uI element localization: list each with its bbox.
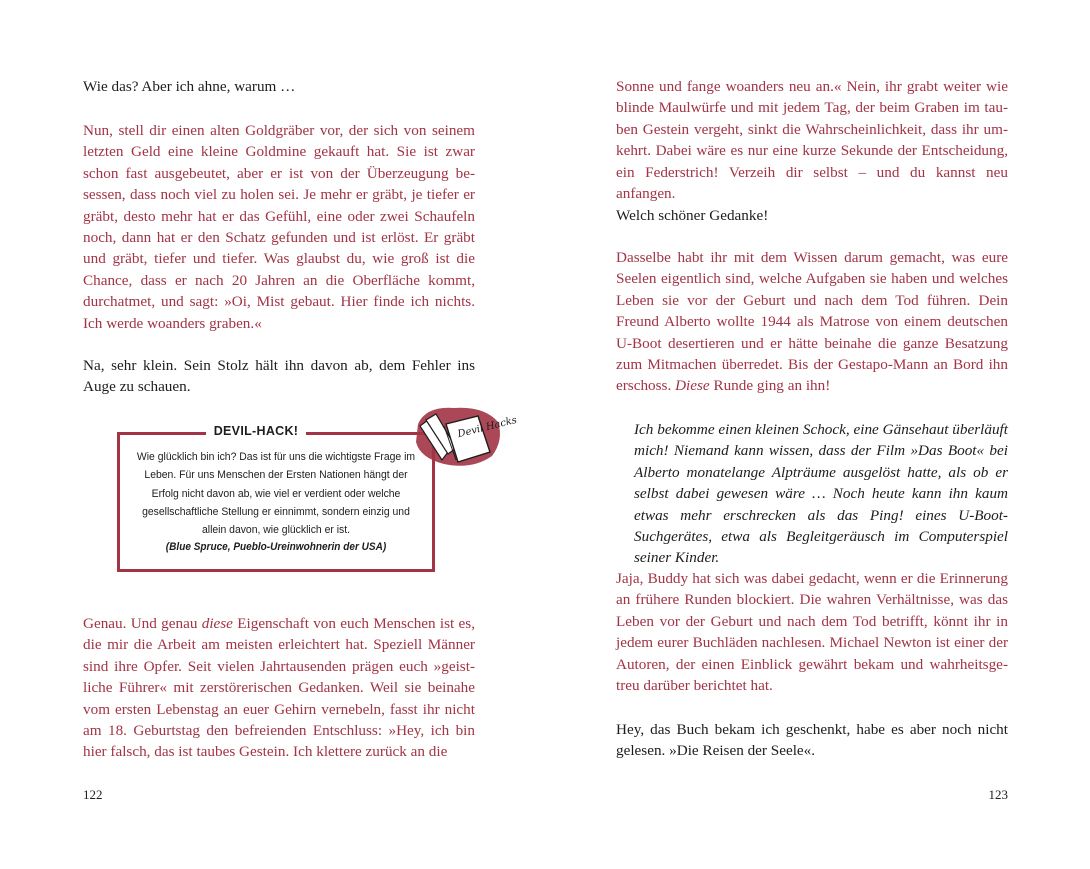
right-paragraph-3-part-a: Dasselbe habt ihr mit dem Wissen darum gemacht, was eure Seelen eigentlich sind, welche Aufgaben sie haben und welches Leben sie vor der Geburt und nach dem Tod führen. Dein Freund Alberto wollte 1944 als Matrose von einem deutschen U-Boot desertieren und er hätte beinahe die ganze Besatzung zum Mitmachen überredet. Bis der Gestapo-Mann an Bord ihn erschoss. [616,249,1008,395]
devil-hack-quote: Wie glücklich bin ich? Das ist für uns die wichtigste Frage im Leben. Für uns Menschen der Ersten Nationen hängt der Erfolg nicht davon ab, wie viel er verdient oder welche gesellschaftliche Stellung er einnimmt, sondern einzig und allein davon, wie glücklich er ist. [136,451,416,537]
left-paragraph-3: Na, sehr klein. Sein Stolz hält ihn davon ab, dem Fehler ins Auge zu schauen. [83,357,475,396]
right-paragraph-6: Hey, das Buch bekam ich geschenkt, habe es aber noch nicht gelesen. »Die Reisen der Seele«. [616,721,1008,760]
right-page [616,0,1008,869]
left-paragraph-1: Wie das? Aber ich ahne, warum … [83,78,296,95]
devil-hack-callout [83,0,533,869]
left-paragraph-2: Nun, stell dir einen alten Goldgräber vor, der sich von seinem letzten Geld eine kleine Goldmine gekauft hat. Sie ist zwar schon fast ausgebeutet, aber er ist von der Überzeugung besessen, dass noch viel zu holen sei. Je mehr er gräbt, je tiefer er gräbt, desto mehr hat er das Gefühl, eine oder zwei Schaufeln noch, dann hat er den Schatz gefunden und ist erlöst. Er gräbt und gräbt, tiefer und tiefer. Was glaubst du, wie groß ist die Chance, dass er nach 20 Jahren an die Oberfläche kommt, durchatmet, und sagt: »Oi, Mist gebaut. Hier finde ich nichts. Ich werde woanders graben.« [83,122,475,332]
right-paragraph-1: Sonne und fange woanders neu an.« Nein, ihr grabt weiter wie blinde Maulwürfe und mit jedem Tag, der beim Graben im tauben Gestein vergeht, sinkt die Wahrscheinlichkeit, dass ihr umkehrt. Dabei wäre es nur eine kurze Sekunde der Entscheidung, ein Federstrich! Verzeih dir selbst – und du kannst neu anfangen. [616,78,1008,203]
right-paragraph-3 [616,247,1008,397]
left-paragraph-4-part-b: Eigenschaft von euch Menschen ist es, die mir die Arbeit am meisten erleichtert hat. Speziell Männer sind ihre Opfer. Seit vielen Jahrtausenden prägen euch »geistliche Führer« mit zerstörerischen Gedanken. Weil sie beinahe vom ersten Lebenstag an euer Gehirn vernebeln, fasst ihr nicht am 18. Geburtstag den befreienden Entschluss: »Hey, ich bin hier falsch, das ist taubes Gestein. Ich klettere zurück an die [83,615,476,761]
page-number-left: 122 [83,787,103,802]
left-paragraph-4-part-a: Genau. Und genau [83,615,202,632]
right-paragraph-3-part-b: Runde ging an ihn! [709,377,831,395]
right-paragraph-4-thought: Ich bekomme einen kleinen Schock, eine Gänsehaut überläuft mich! Niemand kann wissen, dass der Film »Das Boot« bei Alberto monatelange Alpträume ausgelöst hatte, als ob er selbst dabei gewesen wäre … Noch heute kann ihn kaum etwas mehr erschrecken als das Ping! eines U-Boot-Suchgerätes, etwa als Begleitgeräusch im Computerspiel seiner Kinder. [634,421,1008,567]
devil-hacks-icon-label: Devil Hacks [456,414,519,441]
devil-hack-title-text: DEVIL-HACK! [206,424,307,438]
devil-hack-source: (Blue Spruce, Pueblo-Ureinwohnerin der USA) [165,541,387,553]
right-paragraph-3-emphasis: Diese [675,377,710,395]
devil-hacks-notebook-icon [406,402,519,472]
right-paragraph-5: Jaja, Buddy hat sich was dabei gedacht, wenn er die Erinnerung an frühere Runden blockiert. Die wahren Verhältnisse, was das Leben vor der Geburt und nach dem Tod betrifft, könnt ihr in jedem eurer Buchläden nachlesen. Michael Newton ist einer der Autoren, der einen Einblick gewährt bekam und wahrheitsgetreu darüber berichtet hat. [616,570,1008,695]
page-number-right: 123 [988,787,1008,802]
right-paragraph-2: Welch schöner Gedanke! [616,207,769,224]
left-paragraph-4-emphasis: diese [201,615,233,632]
